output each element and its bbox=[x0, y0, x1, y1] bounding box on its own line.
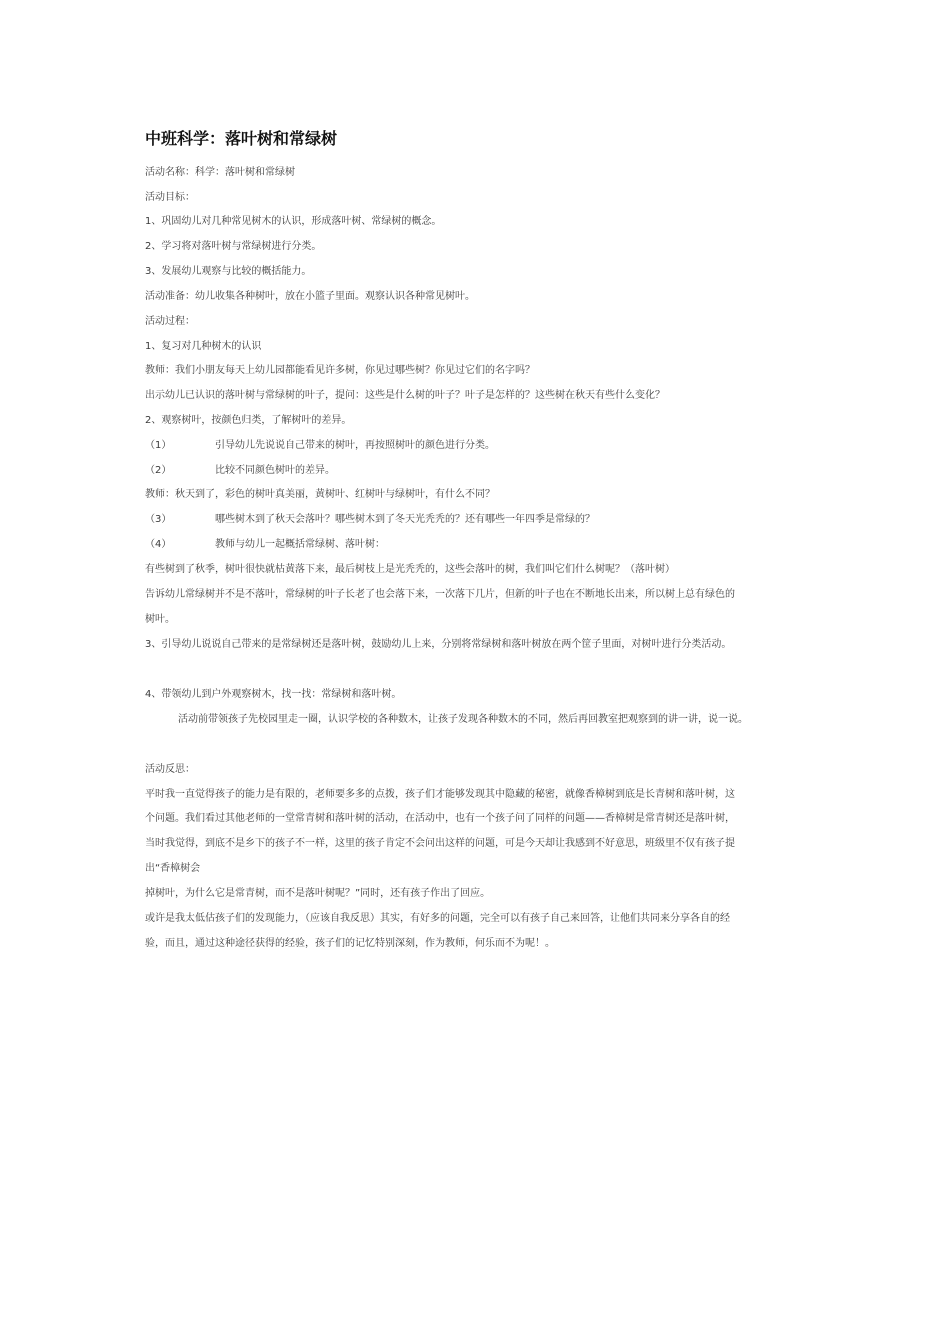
activity-name: 活动名称：科学：落叶树和常绿树 bbox=[145, 167, 295, 178]
reflection-line-1: 平时我一直觉得孩子的能力是有限的，老师要多多的点拨，孩子们才能够发现其中隐藏的秘密，就像香樟树到底是长青树和落叶树，这 bbox=[145, 789, 735, 800]
step-2: 2、观察树叶，按颜色归类，了解树叶的差异。 bbox=[145, 415, 352, 426]
reflection-line-7: 验，而且，通过这种途径获得的经验，孩子们的记忆特别深刻，作为教师，何乐而不为呢！。 bbox=[145, 938, 555, 949]
teacher-line-1: 教师：我们小朋友每天上幼儿园都能看见许多树，你见过哪些树？你见过它们的名字吗？ bbox=[145, 365, 535, 376]
substep-1 bbox=[145, 439, 495, 453]
substep-4-number: （4） bbox=[145, 539, 172, 550]
substep-2-number: （2） bbox=[145, 465, 172, 476]
show-leaves-line: 出示幼儿已认识的落叶树与常绿树的叶子，提问：这些是什么树的叶子？叶子是怎样的？这些树在秋天有些什么变化？ bbox=[145, 390, 665, 401]
evergreen-explanation: 告诉幼儿常绿树并不是不落叶，常绿树的叶子长老了也会落下来，一次落下几片，但新的叶子也在不断地长出来，所以树上总有绿色的 bbox=[145, 589, 735, 600]
substep-3-number: （3） bbox=[145, 514, 172, 525]
document-title: 中班科学：落叶树和常绿树 bbox=[145, 129, 338, 148]
step-1: 1、复习对几种树木的认识 bbox=[145, 341, 262, 352]
reflection-line-4: 出“香樟树会 bbox=[145, 863, 201, 874]
preparation: 活动准备：幼儿收集各种树叶，放在小篮子里面。观察认识各种常见树叶。 bbox=[145, 291, 475, 302]
reflection-line-3: 当时我觉得，到底不是乡下的孩子不一样，这里的孩子肯定不会问出这样的问题，可是今天却让我感到不好意思，班级里不仅有孩子提 bbox=[145, 838, 735, 849]
substep-4 bbox=[145, 538, 385, 552]
goals-heading: 活动目标： bbox=[145, 192, 195, 203]
substep-1-text: 引导幼儿先说说自己带来的树叶，再按照树叶的颜色进行分类。 bbox=[215, 440, 495, 451]
substep-2 bbox=[145, 464, 335, 478]
goal-1: 1、巩固幼儿对几种常见树木的认识，形成落叶树、常绿树的概念。 bbox=[145, 216, 442, 227]
substep-3 bbox=[145, 513, 595, 527]
deciduous-explanation: 有些树到了秋季，树叶很快就枯黄落下来，最后树枝上是光秃秃的，这些会落叶的树，我们叫它们什么树呢？（落叶树） bbox=[145, 564, 675, 575]
reflection-line-2: 个问题。我们看过其他老师的一堂常青树和落叶树的活动，在活动中，也有一个孩子问了同样的问题——香樟树是常青树还是落叶树， bbox=[145, 813, 735, 824]
teacher-line-2: 教师：秋天到了，彩色的树叶真美丽，黄树叶、红树叶与绿树叶，有什么不同？ bbox=[145, 489, 495, 500]
substep-3-text: 哪些树木到了秋天会落叶？哪些树木到了冬天光秃秃的？还有哪些一年四季是常绿的？ bbox=[215, 514, 595, 525]
reflection-line-5: 掉树叶，为什么它是常青树，而不是落叶树呢？”同时，还有孩子作出了回应。 bbox=[145, 888, 491, 899]
step-4: 4、带领幼儿到户外观察树木，找一找：常绿树和落叶树。 bbox=[145, 689, 402, 700]
reflection-line-6: 或许是我太低估孩子们的发现能力，（应该自我反思）其实，有好多的问题，完全可以有孩子自己来回答，让他们共同来分享各自的经 bbox=[145, 913, 730, 924]
goal-3: 3、发展幼儿观察与比较的概括能力。 bbox=[145, 266, 312, 277]
substep-4-text: 教师与幼儿一起概括常绿树、落叶树： bbox=[215, 539, 385, 550]
process-heading: 活动过程： bbox=[145, 316, 195, 327]
step-3: 3、引导幼儿说说自己带来的是常绿树还是落叶树，鼓励幼儿上来，分别将常绿树和落叶树放在两个筐子里面，对树叶进行分类活动。 bbox=[145, 639, 732, 650]
evergreen-explanation-cont: 树叶。 bbox=[145, 614, 175, 625]
substep-2-text: 比较不同颜色树叶的差异。 bbox=[215, 465, 335, 476]
campus-walk: 活动前带领孩子先校园里走一圈，认识学校的各种数木，让孩子发现各种数木的不同，然后再回教室把观察到的讲一讲，说一说。 bbox=[178, 714, 748, 725]
goal-2: 2、学习将对落叶树与常绿树进行分类。 bbox=[145, 241, 322, 252]
reflection-heading: 活动反思： bbox=[145, 764, 195, 775]
substep-1-number: （1） bbox=[145, 440, 172, 451]
